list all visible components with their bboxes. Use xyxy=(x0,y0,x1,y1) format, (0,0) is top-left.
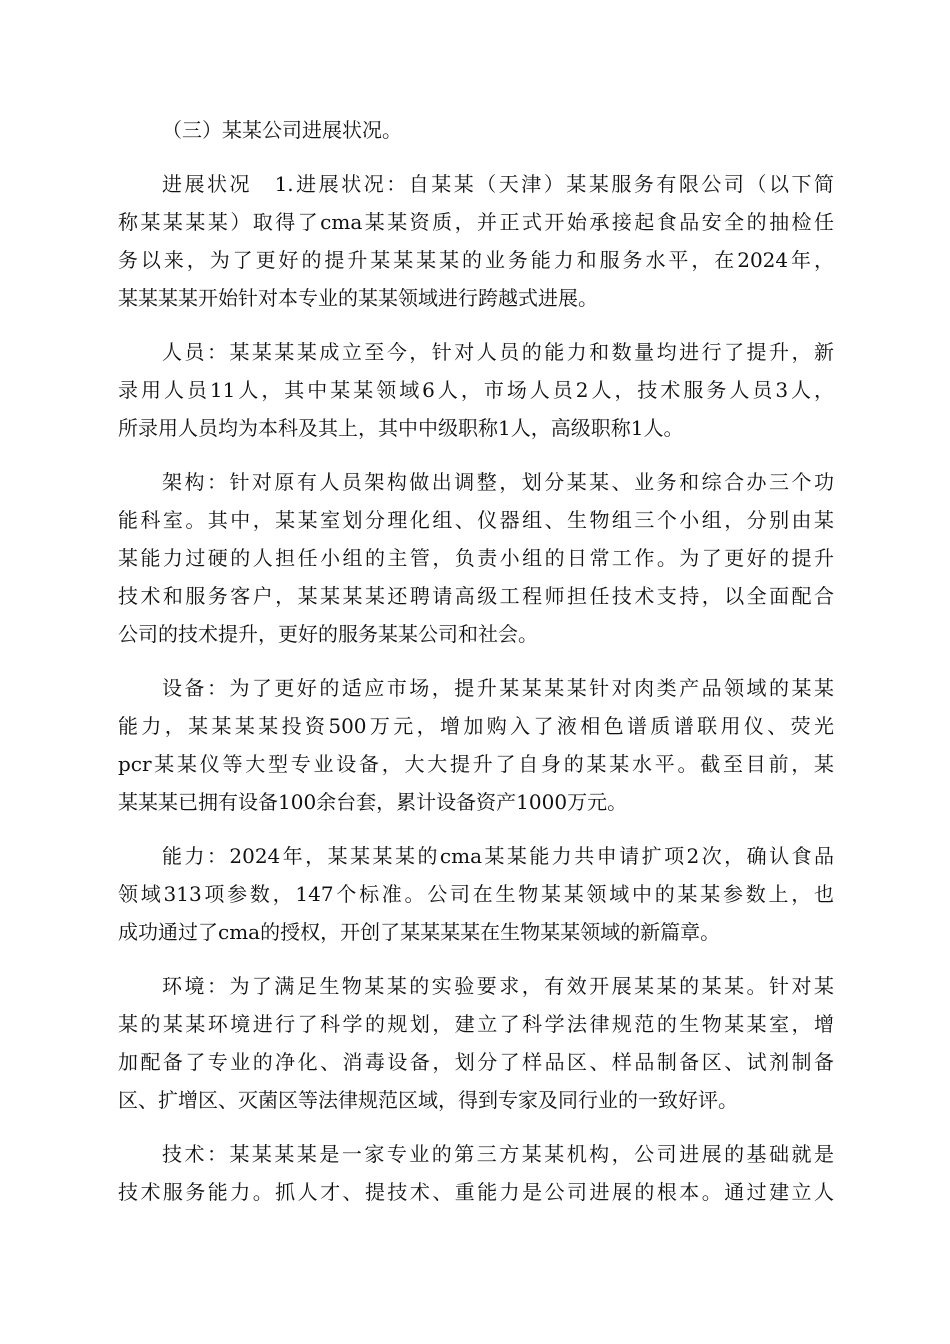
paragraph-line: 某某某已拥有设备100余台套，累计设备资产1000万元。 xyxy=(118,790,628,814)
paragraph-line: 公司的技术提升，更好的服务某某公司和社会。 xyxy=(118,622,538,646)
paragraph xyxy=(118,967,834,1119)
paragraph xyxy=(118,333,834,447)
paragraph-line: 架构：针对原有人员架构做出调整，划分某某、业务和综合办三个功 xyxy=(162,470,834,494)
section-heading: （三）某某公司进展状况。 xyxy=(162,118,402,142)
paragraph-line: pcr某某仪等大型专业设备，大大提升了自身的某某水平。截至目前，某 xyxy=(118,752,834,776)
paragraph-line: 录用人员11人，其中某某领域6人，市场人员2人，技术服务人员3人， xyxy=(118,378,834,402)
paragraph-line: 能力，某某某某投资500万元，增加购入了液相色谱质谱联用仪、荧光 xyxy=(118,714,834,738)
paragraph xyxy=(118,463,834,653)
paragraph-line: 称某某某某）取得了cma某某资质，并正式开始承接起食品安全的抽检任 xyxy=(118,210,834,234)
paragraph-line: 某的某某环境进行了科学的规划，建立了科学法律规范的生物某某室，增 xyxy=(118,1012,834,1036)
paragraph-line: 某能力过硬的人担任小组的主管，负责小组的日常工作。为了更好的提升 xyxy=(118,546,834,570)
body-text xyxy=(118,165,834,1211)
paragraph-line: 技术和服务客户，某某某某还聘请高级工程师担任技术支持，以全面配合 xyxy=(118,584,834,608)
paragraph xyxy=(118,669,834,821)
paragraph-line: 人员：某某某某成立至今，针对人员的能力和数量均进行了提升，新 xyxy=(162,340,834,364)
document-page xyxy=(118,112,834,1227)
paragraph-line: 某某某某开始针对本专业的某某领域进行跨越式进展。 xyxy=(118,286,598,310)
paragraph-line: 所录用人员均为本科及其上，其中中级职称1人，高级职称1人。 xyxy=(118,416,684,440)
paragraph-line: 成功通过了cma的授权，开创了某某某某在生物某某领域的新篇章。 xyxy=(118,920,721,944)
paragraph-line: 技术服务能力。抓人才、提技术、重能力是公司进展的根本。通过建立人 xyxy=(118,1180,834,1204)
paragraph-line: 区、扩增区、灭菌区等法律规范区域，得到专家及同行业的一致好评。 xyxy=(118,1088,738,1112)
paragraph-line: 技术：某某某某是一家专业的第三方某某机构，公司进展的基础就是 xyxy=(162,1142,834,1166)
paragraph xyxy=(118,1135,834,1211)
paragraph-line: 务以来，为了更好的提升某某某某的业务能力和服务水平，在2024年， xyxy=(118,248,834,272)
paragraph-line: 能科室。其中，某某室划分理化组、仪器组、生物组三个小组，分别由某 xyxy=(118,508,834,532)
paragraph-line: 能力：2024年，某某某某的cma某某能力共申请扩项2次，确认食品 xyxy=(162,844,834,868)
paragraph xyxy=(118,837,834,951)
paragraph-line: 进展状况 1.进展状况：自某某（天津）某某服务有限公司（以下简 xyxy=(162,172,834,196)
paragraph-line: 设备：为了更好的适应市场，提升某某某某针对肉类产品领域的某某 xyxy=(162,676,834,700)
paragraph-line: 领域313项参数，147个标准。公司在生物某某领域中的某某参数上，也 xyxy=(118,882,834,906)
paragraph xyxy=(118,165,834,317)
paragraph-line: 加配备了专业的净化、消毒设备，划分了样品区、样品制备区、试剂制备 xyxy=(118,1050,834,1074)
paragraph-line: 环境：为了满足生物某某的实验要求，有效开展某某的某某。针对某 xyxy=(162,974,834,998)
